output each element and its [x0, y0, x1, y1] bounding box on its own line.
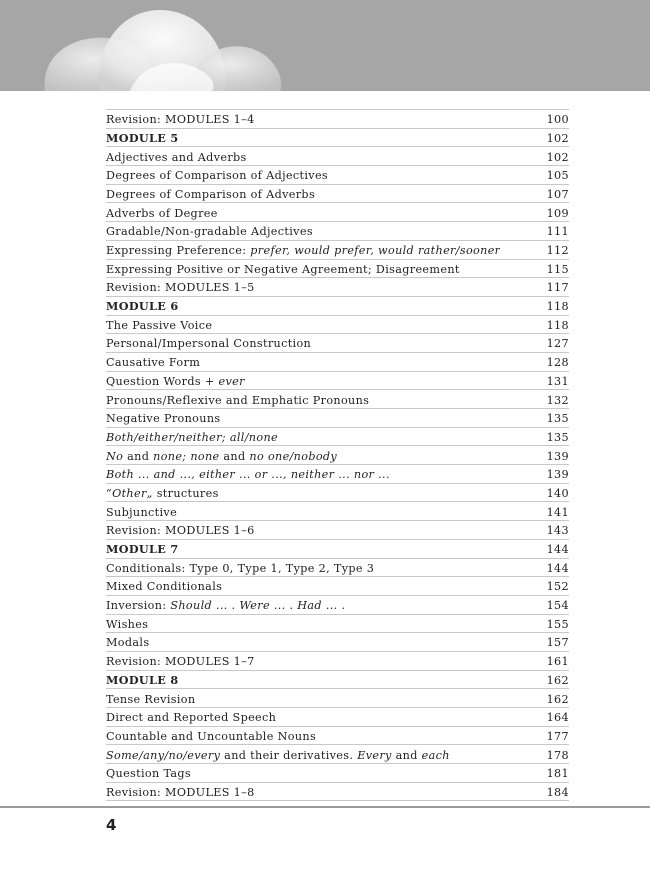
toc-entry	[106, 110, 569, 129]
toc-entry-page: 140	[546, 486, 569, 500]
toc-entry	[106, 615, 569, 634]
toc-entry-title-part: Degrees of Comparison of Adverbs	[106, 187, 316, 201]
toc-entry-title	[106, 785, 255, 800]
toc-entry-page: 115	[546, 262, 569, 276]
toc-entry-title	[106, 654, 255, 669]
toc-entry	[106, 409, 569, 428]
toc-module-heading	[106, 671, 569, 690]
toc-entry-title	[106, 318, 212, 333]
toc-entry-page: 184	[546, 785, 569, 799]
toc-entry	[106, 203, 569, 222]
toc-entry-title	[106, 112, 255, 127]
toc-entry-title	[106, 243, 500, 258]
toc-entry	[106, 372, 569, 391]
toc-entry-title-part: Expressing Preference:	[106, 244, 251, 257]
toc-entry	[106, 689, 569, 708]
toc-entry-title-part: no one/nobody	[249, 449, 338, 463]
toc-entry-title-part: MODULE 7	[106, 542, 179, 556]
toc-entry-page: 118	[546, 300, 569, 314]
toc-entry	[106, 764, 569, 783]
toc-entry-title	[106, 411, 220, 426]
toc-entry	[106, 428, 569, 447]
toc-entry-page: 181	[546, 767, 569, 781]
toc-entry-page: 177	[546, 729, 569, 743]
toc-entry-title-part: MODULE 5	[106, 130, 179, 145]
toc-entry	[106, 260, 569, 279]
header-band	[0, 0, 650, 91]
toc-entry-page: 154	[546, 599, 569, 613]
toc-entry	[106, 502, 569, 521]
toc-entry-page: 107	[546, 187, 569, 201]
toc-entry-title-part: each	[421, 748, 450, 762]
toc-entry	[106, 652, 569, 671]
toc-entry-title-part: none; none	[153, 449, 220, 463]
toc-entry-title-part: Causative Form	[106, 356, 201, 370]
toc-entry-title-part: Revision: MODULES 1–7	[106, 655, 255, 669]
toc-entry-title-part: Personal/Impersonal Construction	[106, 337, 312, 351]
toc-entry-title	[106, 523, 255, 538]
toc-entry-title-part: Revision: MODULES 1–5	[106, 281, 255, 295]
toc-entry-title-part: and	[391, 748, 422, 762]
toc-entry-title-part: Tense Revision	[106, 692, 196, 706]
toc-entry-title	[106, 206, 218, 221]
toc-entry-title-part: Mixed Conditionals	[106, 580, 223, 594]
toc-entry-title	[106, 430, 278, 445]
toc-entry-title	[106, 449, 337, 464]
toc-entry-title-part: and	[219, 449, 250, 463]
toc-entry	[106, 783, 569, 802]
toc-entry-title-part: Countable and Uncountable Nouns	[106, 729, 317, 743]
toc-entry-title-part: Adverbs of Degree	[106, 206, 218, 220]
toc-entry-title	[106, 598, 345, 613]
toc-entry-title-part: Question Words +	[106, 374, 219, 388]
toc-entry-page: 162	[546, 692, 569, 706]
toc-entry-page: 152	[546, 580, 569, 594]
toc-entry-page: 135	[546, 430, 569, 444]
toc-entry-title	[106, 729, 316, 744]
toc-entry-title-part: Direct and Reported Speech	[106, 711, 277, 725]
toc-entry-title-part: prefer, would prefer, would rather/sooner	[250, 244, 501, 257]
toc-entry-title-part: The Passive Voice	[106, 318, 213, 332]
footer-divider	[0, 806, 650, 808]
toc-entry	[106, 727, 569, 746]
toc-entry-page: 112	[546, 244, 569, 257]
toc-module-heading	[106, 129, 569, 148]
toc-entry-title-part: and	[123, 449, 154, 463]
toc-entry	[106, 278, 569, 297]
toc-entry-page: 139	[546, 468, 569, 482]
toc-entry	[106, 708, 569, 727]
toc-entry-title-part: No	[106, 449, 124, 463]
toc-entry-title-part: Adjectives and Adverbs	[106, 150, 247, 164]
toc-entry	[106, 446, 569, 465]
toc-entry-title	[106, 187, 315, 202]
toc-entry-page: 135	[546, 412, 569, 426]
toc-entry-title	[106, 617, 148, 632]
toc-entry-page: 164	[546, 711, 569, 725]
toc-entry	[106, 166, 569, 185]
toc-entry-page: 178	[546, 748, 569, 762]
toc-entry-page: 118	[546, 318, 569, 332]
toc-entry-page: 127	[546, 337, 569, 351]
toc-entry-page: 139	[546, 449, 569, 463]
toc-entry	[106, 577, 569, 596]
toc-entry-title	[106, 673, 178, 688]
toc-entry-title-part: Inversion:	[106, 599, 171, 613]
toc-entry-page: 111	[546, 225, 569, 239]
toc-entry-page: 143	[546, 524, 569, 538]
toc-entry-title	[106, 224, 313, 239]
toc-entry-page: 131	[546, 374, 569, 388]
toc-entry-page: 109	[546, 206, 569, 220]
toc-entry-title-part: MODULE 8	[106, 672, 179, 687]
toc-entry-page: 162	[546, 673, 569, 687]
toc-entry-title	[106, 766, 191, 781]
toc-entry-page: 141	[546, 505, 569, 519]
toc-entry-title	[106, 150, 247, 165]
toc-entry-title-part: Conditionals: Type 0, Type 1, Type 2, Type 3	[106, 561, 375, 575]
table-of-contents	[106, 109, 569, 801]
toc-entry-title-part: Both/either/neither; all/none	[106, 430, 278, 444]
toc-entry-title-part: Revision: MODULES 1–4	[106, 113, 255, 127]
toc-entry	[106, 596, 569, 615]
toc-entry-title	[106, 374, 245, 389]
toc-entry-page: 128	[546, 356, 569, 370]
toc-entry-title-part: ever	[218, 374, 245, 388]
petal-decoration	[0, 0, 650, 91]
toc-entry-title	[106, 467, 390, 482]
toc-entry-title-part: Modals	[106, 636, 150, 650]
toc-entry-title-part: “Other„	[106, 486, 153, 500]
toc-entry	[106, 390, 569, 409]
toc-entry-title-part: Expressing Positive or Negative Agreement; Disagreement	[106, 262, 460, 276]
toc-entry-title-part: Every	[357, 748, 392, 762]
toc-entry-title	[106, 505, 177, 520]
toc-entry-page: 132	[546, 393, 569, 407]
toc-entry-title-part: Wishes	[106, 617, 149, 631]
toc-entry-title	[106, 542, 178, 557]
toc-entry	[106, 521, 569, 540]
toc-entry-title	[106, 486, 219, 501]
toc-entry	[106, 334, 569, 353]
toc-entry	[106, 353, 569, 372]
toc-entry-title-part: Question Tags	[106, 767, 192, 781]
toc-entry-title-part: MODULE 6	[106, 299, 179, 314]
toc-module-heading	[106, 297, 569, 316]
toc-entry-page: 102	[546, 150, 569, 164]
toc-entry-title-part: and their derivatives.	[220, 748, 358, 762]
toc-module-heading	[106, 540, 569, 559]
page-number: 4	[106, 816, 117, 834]
toc-entry-title-part: Negative Pronouns	[106, 412, 221, 426]
toc-entry-title-part: Subjunctive	[106, 505, 178, 519]
toc-entry-title	[106, 280, 255, 295]
toc-entry-title	[106, 561, 374, 576]
toc-entry-page: 161	[546, 655, 569, 669]
toc-entry-title	[106, 355, 200, 370]
toc-entry-page: 157	[546, 636, 569, 650]
toc-entry-title-part: Some/any/no/every	[106, 748, 221, 762]
toc-entry-page: 117	[546, 281, 569, 295]
toc-entry-page: 144	[546, 543, 569, 556]
toc-entry-title	[106, 748, 450, 763]
toc-entry	[106, 147, 569, 166]
toc-entry	[106, 633, 569, 652]
toc-entry-title-part: Pronouns/Reflexive and Emphatic Pronouns	[106, 393, 370, 407]
toc-entry-title	[106, 168, 328, 183]
toc-entry-title-part: Revision: MODULES 1–6	[106, 524, 255, 538]
toc-entry	[106, 465, 569, 484]
toc-entry-title-part: structures	[152, 486, 219, 500]
toc-entry-title	[106, 131, 178, 146]
toc-entry-title	[106, 710, 276, 725]
toc-entry-page: 102	[546, 131, 569, 145]
toc-entry-page: 100	[546, 113, 569, 127]
toc-entry-page: 144	[546, 561, 569, 575]
toc-entry-title-part: Both ... and ..., either ... or ..., neither ... nor ...	[106, 468, 390, 482]
toc-entry-title	[106, 579, 222, 594]
toc-entry	[106, 745, 569, 764]
toc-entry-title	[106, 262, 460, 277]
toc-entry-title	[106, 336, 311, 351]
toc-entry-title	[106, 635, 149, 650]
toc-entry-title-part: Revision: MODULES 1–8	[106, 785, 255, 799]
toc-entry-title	[106, 299, 178, 314]
toc-entry	[106, 559, 569, 578]
toc-entry	[106, 484, 569, 503]
toc-entry	[106, 241, 569, 260]
toc-entry-title	[106, 692, 195, 707]
toc-entry	[106, 185, 569, 204]
toc-entry-page: 155	[546, 617, 569, 631]
toc-entry-title-part: Should ... . Were ... . Had ... .	[170, 599, 346, 613]
toc-entry-page: 105	[546, 169, 569, 183]
toc-entry-title-part: Degrees of Comparison of Adjectives	[106, 169, 329, 183]
toc-entry-title	[106, 393, 369, 408]
toc-entry-title-part: Gradable/Non-gradable Adjectives	[106, 225, 313, 239]
toc-entry	[106, 316, 569, 335]
toc-entry	[106, 222, 569, 241]
